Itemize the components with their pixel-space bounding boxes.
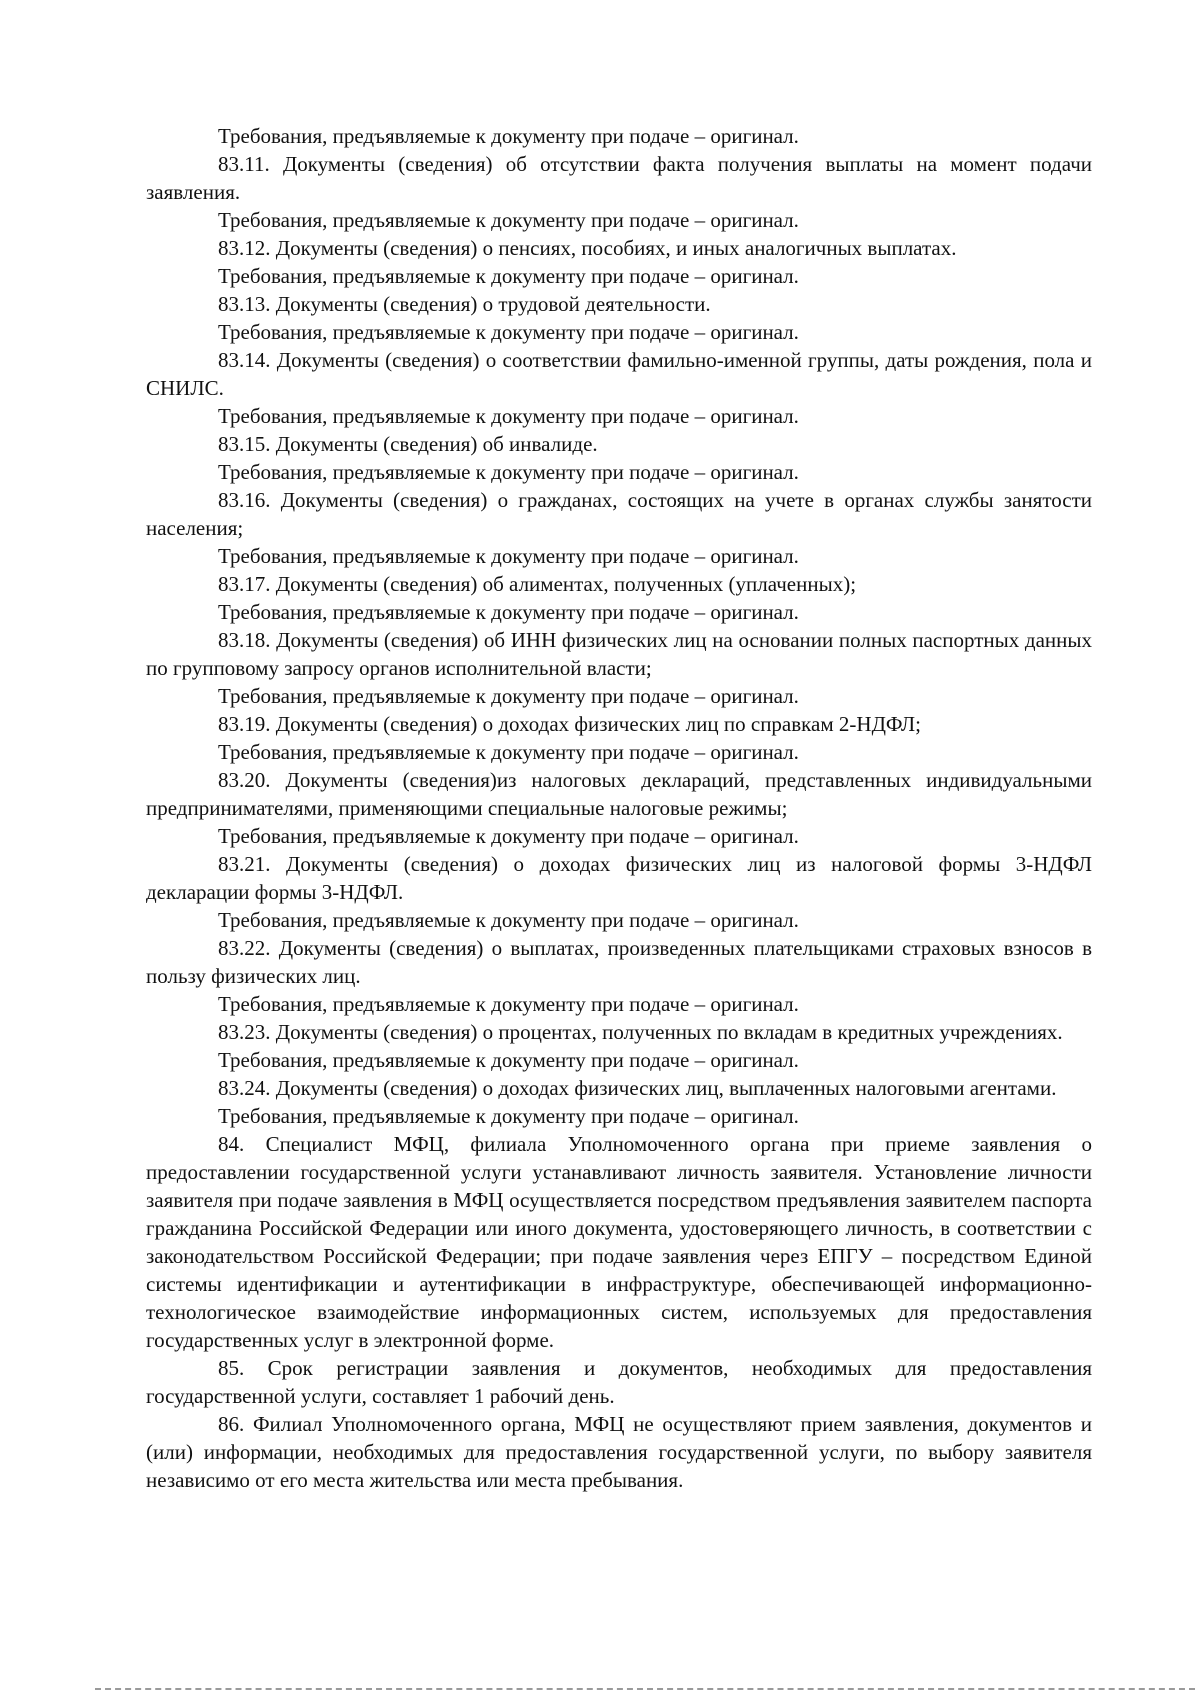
item-83-11: 83.11. Документы (сведения) об отсутствии факта получения выплаты на момент подачи заявления.: [146, 152, 1092, 204]
requirement-line: Требования, предъявляемые к документу при подаче – оригинал.: [218, 600, 799, 624]
scan-edge-line: [95, 1688, 1195, 1690]
item-83-13: 83.13. Документы (сведения) о трудовой деятельности.: [218, 292, 711, 316]
item-86: 86. Филиал Уполномоченного органа, МФЦ не осуществляют прием заявления, документов и (или) информации, необходимых для предоставления государственной услуги, по выбору заявителя независимо от его места жительства или места пребывания.: [146, 1412, 1092, 1492]
item-83-17: 83.17. Документы (сведения) об алиментах, полученных (уплаченных);: [218, 572, 857, 596]
requirement-line: Требования, предъявляемые к документу при подаче – оригинал.: [218, 824, 799, 848]
requirement-line: Требования, предъявляемые к документу при подаче – оригинал.: [218, 908, 799, 932]
requirement-line: Требования, предъявляемые к документу при подаче – оригинал.: [218, 264, 799, 288]
document-page: [146, 122, 1092, 1494]
item-83-14: 83.14. Документы (сведения) о соответствии фамильно-именной группы, даты рождения, пола и СНИЛС.: [146, 348, 1092, 400]
requirement-line: Требования, предъявляемые к документу при подаче – оригинал.: [218, 460, 799, 484]
requirement-line: Требования, предъявляемые к документу при подаче – оригинал.: [218, 208, 799, 232]
item-83-24: 83.24. Документы (сведения) о доходах физических лиц, выплаченных налоговыми агентами.: [218, 1076, 1057, 1100]
requirement-line: Требования, предъявляемые к документу при подаче – оригинал.: [218, 124, 799, 148]
item-83-20: 83.20. Документы (сведения)из налоговых деклараций, представленных индивидуальными предпринимателями, применяющими специальные налоговые режимы;: [146, 768, 1092, 820]
requirement-line: Требования, предъявляемые к документу при подаче – оригинал.: [218, 992, 799, 1016]
item-83-18: 83.18. Документы (сведения) об ИНН физических лиц на основании полных паспортных данных по групповому запросу органов исполнительной власти;: [146, 628, 1092, 680]
requirement-line: Требования, предъявляемые к документу при подаче – оригинал.: [218, 544, 799, 568]
item-85: 85. Срок регистрации заявления и документов, необходимых для предоставления государственной услуги, составляет 1 рабочий день.: [146, 1356, 1092, 1408]
item-84: 84. Специалист МФЦ, филиала Уполномоченного органа при приеме заявления о предоставлении государственной услуги устанавливают личность заявителя. Установление личности заявителя при подаче заявления в МФЦ осуществляется посредством предъявления заявителем паспорта гражданина Российской Федерации или иного документа, удостоверяющего личность, в соответствии с законодательством Российской Федерации; при подаче заявления через ЕПГУ – посредством Единой системы идентификации и аутентификации в инфраструктуре, обеспечивающей информационно-технологическое взаимодействие информационных систем, используемых для предоставления государственных услуг в электронной форме.: [146, 1132, 1092, 1352]
item-83-15: 83.15. Документы (сведения) об инвалиде.: [218, 432, 598, 456]
requirement-line: Требования, предъявляемые к документу при подаче – оригинал.: [218, 684, 799, 708]
requirement-line: Требования, предъявляемые к документу при подаче – оригинал.: [218, 740, 799, 764]
item-83-12: 83.12. Документы (сведения) о пенсиях, пособиях, и иных аналогичных выплатах.: [218, 236, 957, 260]
requirement-line: Требования, предъявляемые к документу при подаче – оригинал.: [218, 1048, 799, 1072]
item-83-21: 83.21. Документы (сведения) о доходах физических лиц из налоговой формы 3-НДФЛ декларации формы 3-НДФЛ.: [146, 852, 1092, 904]
requirement-line: Требования, предъявляемые к документу при подаче – оригинал.: [218, 404, 799, 428]
requirement-line: Требования, предъявляемые к документу при подаче – оригинал.: [218, 1104, 799, 1128]
item-83-23: 83.23. Документы (сведения) о процентах, полученных по вкладам в кредитных учреждениях.: [218, 1020, 1063, 1044]
item-83-22: 83.22. Документы (сведения) о выплатах, произведенных плательщиками страховых взносов в пользу физических лиц.: [146, 936, 1092, 988]
item-83-16: 83.16. Документы (сведения) о гражданах, состоящих на учете в органах службы занятости населения;: [146, 488, 1092, 540]
requirement-line: Требования, предъявляемые к документу при подаче – оригинал.: [218, 320, 799, 344]
item-83-19: 83.19. Документы (сведения) о доходах физических лиц по справкам 2-НДФЛ;: [218, 712, 921, 736]
